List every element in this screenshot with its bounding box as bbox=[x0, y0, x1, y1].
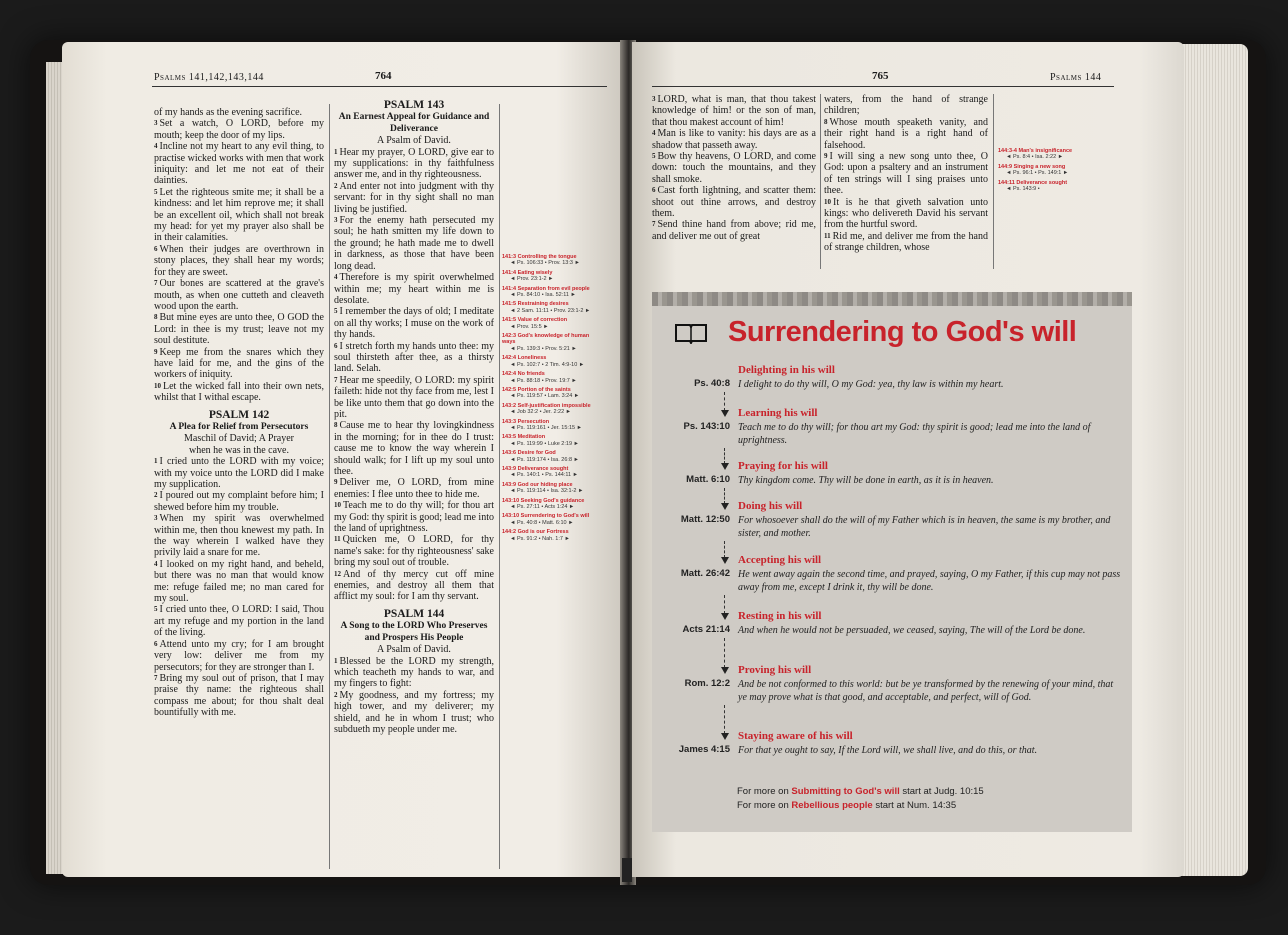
right-page bbox=[632, 42, 1184, 877]
verse-text: Rid me, and deliver me from the hand of strange children, whose bbox=[824, 230, 988, 254]
verse bbox=[154, 673, 324, 719]
ribbon-marker bbox=[622, 858, 632, 882]
down-arrow-icon bbox=[724, 488, 725, 504]
study-note-crossref: ◄ Ps. 91:2 • Nah. 1:7 ► bbox=[510, 535, 570, 542]
step-quote: And when he would not be persuaded, we ceased, saying, The will of the Lord be done. bbox=[738, 625, 1086, 636]
study-note bbox=[502, 466, 602, 479]
study-note bbox=[502, 286, 602, 299]
verse-text: Let the wicked fall into their own nets, whilst that I withal escape. bbox=[154, 380, 324, 404]
study-note-crossref: ◄ Ps. 88:18 • Prov. 19:7 ► bbox=[510, 377, 577, 384]
down-arrow-icon bbox=[724, 392, 725, 411]
verse-number: 7 bbox=[154, 279, 158, 288]
verse-text: My goodness, and my fortress; my high tower, and my deliverer; my shield, and he in whom I trust; who subdueth my people under me. bbox=[334, 689, 494, 735]
header-rule bbox=[152, 86, 607, 87]
study-note-crossref: ◄ Ps. 119:174 • Isa. 26:8 ► bbox=[510, 456, 579, 463]
down-arrow-icon bbox=[724, 638, 725, 668]
verse bbox=[824, 231, 988, 254]
verse-number: 8 bbox=[334, 421, 338, 430]
study-note-crossref: ◄ Ps. 119:114 • Isa. 32:1-2 ► bbox=[510, 488, 584, 495]
verse-text: waters, from the hand of strange children; bbox=[824, 94, 988, 117]
step-reference: Rom. 12:2 bbox=[684, 678, 730, 689]
verse-text: And enter not into judgment with thy servant: for in thy sight shall no man living be justified. bbox=[334, 180, 494, 215]
verse-number: 6 bbox=[154, 244, 158, 253]
more-prefix: For more on bbox=[737, 800, 792, 811]
down-arrow-icon bbox=[724, 541, 725, 558]
column-divider bbox=[820, 94, 821, 269]
verse-text: Cause me to hear thy lovingkindness in the morning; for in thee do I trust: cause me to know the way wherein I should walk; for I lift up my soul unto thee. bbox=[334, 420, 494, 477]
step-quote: And be not conformed to this world: but be ye transformed by the renewing of your mind, that ye may prove what is that good, and acceptable, and perfect, will of God. bbox=[738, 679, 1114, 703]
page-edges-right bbox=[1180, 44, 1248, 876]
down-arrow-icon bbox=[724, 595, 725, 614]
study-note-topic: 144:3-4 Man's insignificance bbox=[998, 148, 1073, 154]
study-note-crossref: ◄ Ps. 40:8 • Matt. 6:10 ► bbox=[510, 519, 574, 526]
study-note-crossref: ◄ Ps. 140:1 • Ps. 144:11 ► bbox=[510, 472, 579, 479]
study-note-topic: 143:5 Meditation bbox=[502, 434, 546, 441]
verse bbox=[154, 456, 324, 490]
study-note-topic: 144:2 God is our Fortress bbox=[502, 529, 569, 536]
step-heading: Resting in his will bbox=[738, 610, 822, 622]
text-column-2 bbox=[824, 94, 988, 254]
verse bbox=[652, 185, 816, 219]
psalm-superscription: A Psalm of David. bbox=[377, 644, 451, 656]
study-note-topic: 143:10 Surrendering to God's will bbox=[502, 513, 590, 520]
step-quote: Teach me to do thy will; for thou art my God: thy spirit is good; lead me into the land of uprightness. bbox=[738, 422, 1091, 446]
verse-number: 2 bbox=[334, 181, 338, 190]
step-reference: Ps. 40:8 bbox=[694, 378, 730, 389]
study-note bbox=[502, 419, 602, 432]
verse-text: I stretch forth my hands unto thee: my soul thirsteth after thee, as a thirsty land. Selah. bbox=[334, 340, 494, 375]
study-note-crossref: ◄ Ps. 106:33 • Prov. 13:3 ► bbox=[510, 260, 580, 267]
step-quote: For whosoever shall do the will of my Father which is in heaven, the same is my brother, and sister, and mother. bbox=[738, 515, 1111, 539]
study-note bbox=[502, 371, 602, 384]
verse bbox=[334, 272, 494, 306]
verse bbox=[334, 420, 494, 477]
step-quote: Thy kingdom come. Thy will be done in earth, as it is in heaven. bbox=[738, 475, 994, 486]
step-reference: Ps. 143:10 bbox=[683, 421, 730, 432]
verse-text: Blessed be the LORD my strength, which teacheth my hands to war, and my fingers to fight: bbox=[334, 655, 494, 690]
feature-band bbox=[652, 292, 1132, 306]
left-page bbox=[62, 42, 624, 877]
verse bbox=[154, 278, 324, 312]
study-note-topic: 143:10 Seeking God's guidance bbox=[502, 497, 585, 504]
study-note bbox=[502, 434, 602, 447]
verse-text: Keep me from the snares which they have laid for me, and the gins of the workers of iniquity. bbox=[154, 346, 324, 381]
study-note bbox=[502, 403, 602, 416]
psalm-superscription: Maschil of David; A Prayer bbox=[184, 433, 294, 445]
open-book-icon bbox=[674, 322, 708, 344]
verse-text: When their judges are overthrown in stony places, they shall hear my words; for they are sweet. bbox=[154, 243, 324, 278]
step-reference: James 4:15 bbox=[678, 744, 730, 755]
step-quote: He went away again the second time, and prayed, saying, O my Father, if this cup may not pass away from me, except I drink it, thy will be done. bbox=[738, 569, 1121, 593]
text-column-1 bbox=[652, 94, 816, 242]
feature-title: Surrendering to God's will bbox=[728, 316, 1077, 348]
study-note-crossref: ◄ Ps. 119:57 • Lam. 3:24 ► bbox=[510, 393, 580, 400]
verse-text: I will sing a new song unto thee, O God: upon a psaltery and an instrument of ten strings will I sing praises unto thee. bbox=[824, 151, 988, 197]
verse bbox=[154, 244, 324, 278]
verse-text: Quicken me, O LORD, for thy name's sake: for thy righteousness' sake bring my soul out of trouble. bbox=[334, 534, 494, 569]
verse-number: 4 bbox=[154, 559, 158, 568]
study-note-topic: 141:5 Value of correction bbox=[502, 317, 568, 324]
study-note-crossref: ◄ 2 Sam. 11:11 • Prov. 23:1-2 ► bbox=[510, 307, 591, 314]
verse bbox=[154, 513, 324, 559]
psalm-heading: An Earnest Appeal for Guidance and Deliverance bbox=[338, 112, 490, 134]
psalm-title: PSALM 142 bbox=[208, 408, 270, 421]
verse-text: Therefore is my spirit overwhelmed within me; my heart within me is desolate. bbox=[334, 272, 494, 306]
study-note-crossref: ◄ Job 32:2 • Jer. 2:22 ► bbox=[510, 409, 572, 416]
verse-number: 10 bbox=[154, 381, 161, 390]
verse-number: 10 bbox=[334, 501, 341, 510]
step-heading: Learning his will bbox=[738, 407, 818, 419]
verse-text: Attend unto my cry; for I am brought very low: deliver me from my persecutors; for they are stronger than I. bbox=[154, 638, 324, 673]
verse-text: of my hands as the evening sacrifice. bbox=[154, 107, 303, 118]
verse-number: 7 bbox=[154, 673, 158, 682]
verse-text: But mine eyes are unto thee, O GOD the Lord: in thee is my trust; leave not my soul destitute. bbox=[154, 312, 324, 347]
column-divider bbox=[329, 104, 330, 869]
verse-number: 2 bbox=[334, 690, 338, 699]
study-note-topic: 144:11 Deliverance sought bbox=[998, 179, 1068, 186]
verse-number: 4 bbox=[334, 273, 338, 282]
verse-number: 6 bbox=[652, 186, 656, 195]
study-note-topic: 142:4 No friends bbox=[502, 371, 545, 378]
study-note-crossref: ◄ Ps. 84:10 • Isa. 52:11 ► bbox=[510, 292, 576, 299]
verse bbox=[154, 312, 324, 346]
study-note-crossref: ◄ Ps. 102:7 • 2 Tim. 4:9-10 ► bbox=[510, 361, 585, 368]
step-heading: Accepting his will bbox=[738, 554, 822, 566]
text-column-1 bbox=[154, 107, 324, 719]
more-suffix: start at Num. 14:35 bbox=[872, 800, 957, 811]
column-divider bbox=[993, 94, 994, 269]
verse-number: 11 bbox=[824, 231, 831, 240]
study-note bbox=[998, 164, 1098, 177]
verse-number: 8 bbox=[154, 313, 158, 322]
verse-number: 5 bbox=[154, 605, 158, 614]
study-note bbox=[502, 529, 602, 542]
study-note bbox=[998, 148, 1098, 161]
verse-number: 3 bbox=[154, 119, 158, 128]
verse bbox=[824, 151, 988, 197]
verse bbox=[334, 181, 494, 215]
verse-number: 7 bbox=[334, 375, 338, 384]
verse-number: 8 bbox=[824, 117, 828, 126]
column-divider bbox=[499, 104, 500, 869]
verse-text: Teach me to do thy will; for thou art my God: thy spirit is good; lead me into the land of uprightness. bbox=[334, 500, 494, 535]
verse-text: Hear me speedily, O LORD: my spirit faileth: hide not thy face from me, lest I be like unto them that go down into the pit. bbox=[334, 374, 494, 420]
verse-text: I poured out my complaint before him; I shewed before him my trouble. bbox=[154, 490, 324, 513]
verse bbox=[334, 341, 494, 375]
psalm-heading: A Plea for Relief from Persecutors bbox=[169, 421, 309, 432]
study-note-topic: 143:3 Persecution bbox=[502, 418, 550, 425]
step-reference: Matt. 12:50 bbox=[680, 514, 730, 525]
verse-text: Hear my prayer, O LORD, give ear to my supplications: in thy faithfulness answer me, and in thy righteousness. bbox=[334, 146, 494, 181]
verse-number: 5 bbox=[334, 307, 338, 316]
step-heading: Delighting in his will bbox=[738, 364, 835, 376]
study-note bbox=[502, 317, 602, 330]
study-note bbox=[502, 333, 602, 352]
verse bbox=[334, 147, 494, 181]
verse bbox=[334, 306, 494, 340]
verse-text: Incline not my heart to any evil thing, to practise wicked works with men that work iniquity: and let me not eat of their dainties. bbox=[154, 141, 324, 187]
study-note-crossref: ◄ Ps. 96:1 • Ps. 149:1 ► bbox=[1006, 170, 1069, 177]
study-note-crossref: ◄ Ps. 27:11 • Acts 1:24 ► bbox=[510, 504, 575, 510]
verse-text: Bow thy heavens, O LORD, and come down: touch the mountains, and they shall smoke. bbox=[652, 151, 816, 185]
running-head-right: Psalms 144 bbox=[1050, 72, 1102, 83]
study-note bbox=[998, 180, 1098, 193]
verse bbox=[154, 347, 324, 381]
study-note bbox=[502, 450, 602, 463]
verse bbox=[334, 534, 494, 568]
verse-number: 1 bbox=[334, 147, 338, 156]
page-number-right: 765 bbox=[872, 70, 889, 82]
verse bbox=[154, 107, 324, 118]
verse-number: 2 bbox=[154, 491, 158, 500]
header-rule bbox=[652, 86, 1114, 87]
verse bbox=[154, 639, 324, 673]
step-quote: I delight to do thy will, O my God: yea, thy law is within my heart. bbox=[738, 379, 1004, 390]
verse-text: Set a watch, O LORD, before my mouth; keep the door of my lips. bbox=[154, 118, 324, 141]
verse bbox=[334, 690, 494, 736]
verse bbox=[334, 477, 494, 500]
study-note-topic: 141:3 Controlling the tongue bbox=[502, 254, 577, 260]
study-note bbox=[502, 498, 602, 511]
more-link-1 bbox=[737, 786, 984, 797]
more-prefix: For more on bbox=[737, 786, 792, 797]
study-note-topic: 141:5 Restraining desires bbox=[502, 301, 569, 308]
study-note-topic: 143:2 Self-justification impossible bbox=[502, 402, 591, 409]
verse-text: And of thy mercy cut off mine enemies, and destroy all them that afflict my soul: for I am thy servant. bbox=[334, 568, 494, 603]
verse bbox=[154, 141, 324, 187]
feature-box bbox=[652, 292, 1132, 832]
verse-number: 11 bbox=[334, 535, 341, 544]
verse bbox=[824, 197, 988, 231]
verse bbox=[154, 604, 324, 638]
verse bbox=[154, 559, 324, 605]
verse-text: Whose mouth speaketh vanity, and their right hand is a right hand of falsehood. bbox=[824, 116, 988, 151]
verse bbox=[824, 94, 988, 117]
verse-text: Cast forth lightning, and scatter them: shoot out thine arrows, and destroy them. bbox=[652, 185, 816, 220]
verse bbox=[652, 94, 816, 128]
step-reference: Matt. 26:42 bbox=[680, 568, 730, 579]
study-note bbox=[502, 301, 602, 314]
more-link-2 bbox=[737, 800, 956, 811]
study-note bbox=[502, 482, 602, 495]
page-number-left: 764 bbox=[375, 70, 392, 82]
step-reference: Matt. 6:10 bbox=[686, 474, 730, 485]
psalm-heading: A Song to the LORD Who Preserves and Prospers His People bbox=[340, 621, 488, 643]
verse bbox=[334, 656, 494, 690]
study-note-topic: 142:3 God's knowledge of human ways bbox=[502, 333, 590, 346]
verse-text: For the enemy hath persecuted my soul; he hath smitten my life down to the ground; he hath made me to dwell in darkness, as those that have been long dead. bbox=[334, 215, 494, 272]
down-arrow-icon bbox=[724, 705, 725, 734]
verse bbox=[154, 490, 324, 513]
more-topic: Rebellious people bbox=[791, 800, 873, 811]
verse-text: When my spirit was overwhelmed within me, then thou knewest my path. In the way wherein I walked have they privily laid a snare for me. bbox=[154, 513, 324, 559]
verse-number: 3 bbox=[334, 216, 338, 225]
verse-number: 10 bbox=[824, 197, 831, 206]
verse bbox=[652, 128, 816, 151]
psalm-superscription: when he was in the cave. bbox=[189, 444, 289, 456]
verse-number: 1 bbox=[334, 656, 338, 665]
verse bbox=[824, 117, 988, 151]
study-note-crossref: ◄ Prov. 23:1-2 ► bbox=[510, 276, 554, 283]
verse bbox=[154, 118, 324, 141]
verse-number: 1 bbox=[154, 457, 158, 466]
verse bbox=[334, 215, 494, 272]
psalm-title: PSALM 143 bbox=[383, 99, 445, 111]
verse bbox=[652, 219, 816, 242]
verse-number: 5 bbox=[652, 152, 656, 161]
study-note-crossref: ◄ Ps. 119:161 • Jer. 15:15 ► bbox=[510, 424, 583, 431]
step-heading: Proving his will bbox=[738, 664, 812, 676]
verse-text: I looked on my right hand, and beheld, but there was no man that would know me: refuge failed me; no man cared for my soul. bbox=[154, 558, 324, 605]
study-note-topic: 143:9 Deliverance sought bbox=[502, 465, 569, 472]
verse-text: Bring my soul out of prison, that I may praise thy name: the righteous shall compass me about; for thou shalt deal bountifully with me. bbox=[154, 672, 324, 719]
verse-text: Deliver me, O LORD, from mine enemies: I flee unto thee to hide me. bbox=[334, 477, 494, 500]
study-note bbox=[502, 355, 602, 368]
study-note-topic: 144:9 Singing a new song bbox=[998, 163, 1066, 170]
verse bbox=[334, 500, 494, 534]
study-note-crossref: ◄ Prov. 15:5 ► bbox=[510, 323, 549, 330]
verse-number: 9 bbox=[334, 478, 338, 487]
step-heading: Praying for his will bbox=[738, 460, 828, 472]
verse bbox=[154, 381, 324, 404]
verse-number: 4 bbox=[652, 129, 656, 138]
study-note bbox=[502, 254, 602, 267]
verse-number: 9 bbox=[824, 152, 828, 161]
study-notes-right bbox=[998, 148, 1098, 195]
study-note-crossref: ◄ Ps. 8:4 • Isa. 2:22 ► bbox=[1006, 154, 1064, 161]
verse bbox=[334, 375, 494, 421]
verse-number: 6 bbox=[154, 639, 158, 648]
step-heading: Staying aware of his will bbox=[738, 730, 853, 742]
more-topic: Submitting to God's will bbox=[791, 786, 900, 797]
step-heading: Doing his will bbox=[738, 500, 803, 512]
study-note-crossref: ◄ Ps. 119:99 • Luke 2:19 ► bbox=[510, 440, 579, 447]
verse-number: 6 bbox=[334, 341, 338, 350]
verse-number: 3 bbox=[652, 95, 656, 103]
study-note-topic: 143:6 Desire for God bbox=[502, 450, 556, 457]
study-note-crossref: ◄ Ps. 143:9 • bbox=[1006, 186, 1040, 193]
study-note bbox=[502, 513, 602, 526]
verse-text: I cried unto thee, O LORD: I said, Thou art my refuge and my portion in the land of the living. bbox=[154, 604, 324, 639]
verse bbox=[652, 151, 816, 185]
more-suffix: start at Judg. 10:15 bbox=[899, 786, 984, 797]
verse bbox=[154, 187, 324, 244]
verse-text: Man is like to vanity: his days are as a shadow that passeth away. bbox=[652, 128, 816, 151]
verse-number: 4 bbox=[154, 142, 158, 151]
step-quote: For that ye ought to say, If the Lord will, we shall live, and do this, or that. bbox=[738, 745, 1038, 756]
study-notes-left bbox=[502, 254, 602, 545]
down-arrow-icon bbox=[724, 448, 725, 464]
study-note-topic: 143:9 God our hiding place bbox=[502, 481, 573, 488]
study-note-topic: 142:5 Portion of the saints bbox=[502, 386, 571, 393]
study-note bbox=[502, 270, 602, 283]
study-note bbox=[502, 387, 602, 400]
study-note-topic: 141:4 Separation from evil people bbox=[502, 285, 590, 292]
verse-text: LORD, what is man, that thou takest knowledge of him! or the son of man, that thou makest account of him! bbox=[652, 94, 816, 128]
running-head-left: Psalms 141,142,143,144 bbox=[154, 72, 264, 83]
verse-text: It is he that giveth salvation unto kings: who delivereth David his servant from the hurtful sword. bbox=[824, 196, 988, 231]
step-reference: Acts 21:14 bbox=[682, 624, 730, 635]
study-note-crossref: ◄ Ps. 139:3 • Prov. 5:21 ► bbox=[510, 345, 577, 352]
study-note-topic: 141:4 Eating wisely bbox=[502, 269, 553, 276]
verse-number: 7 bbox=[652, 220, 656, 229]
study-note-topic: 142:4 Loneliness bbox=[502, 355, 547, 362]
verse-number: 12 bbox=[334, 569, 341, 578]
verse-text: I remember the days of old; I meditate on all thy works; I muse on the work of thy hands. bbox=[334, 306, 494, 341]
verse-number: 3 bbox=[154, 514, 158, 523]
text-column-2 bbox=[334, 100, 494, 735]
psalm-superscription: A Psalm of David. bbox=[377, 135, 451, 147]
verse-number: 9 bbox=[154, 347, 158, 356]
psalm-title: PSALM 144 bbox=[383, 607, 445, 620]
verse-text: I cried unto the LORD with my voice; with my voice unto the LORD did I make my supplication. bbox=[154, 456, 324, 490]
verse-text: Let the righteous smite me; it shall be a kindness: and let him reprove me; it shall be an excellent oil, which shall not break my head: for yet my prayer also shall be in their calamities. bbox=[154, 186, 324, 244]
verse bbox=[334, 569, 494, 603]
verse-text: Send thine hand from above; rid me, and deliver me out of great bbox=[652, 219, 816, 242]
verse-number: 5 bbox=[154, 187, 158, 196]
verse-text: Our bones are scattered at the grave's mouth, as when one cutteth and cleaveth wood upon the earth. bbox=[154, 278, 324, 312]
